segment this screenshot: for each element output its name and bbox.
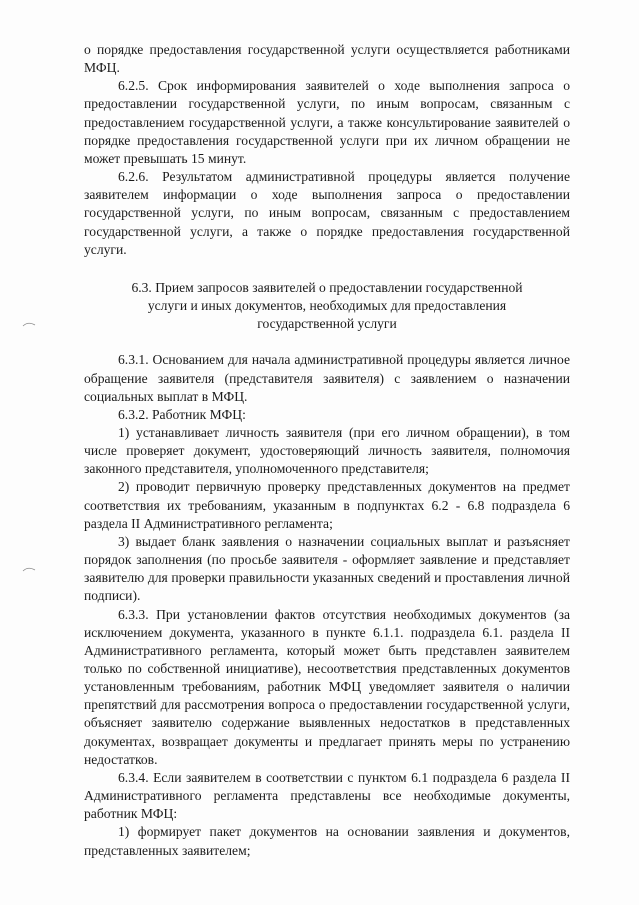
- list-item: 2) проводит первичную проверку представленных документов на предмет соответствия их требованиям, указанным в подпунктах 6.2 - 6.8 подраздела 6 раздела II Административного регламента;: [84, 479, 570, 531]
- list-item: 1) формирует пакет документов на основании заявления и документов, представленных заявителем;: [84, 824, 570, 858]
- list-item: 3) выдает бланк заявления о назначении социальных выплат и разъясняет порядок заполнения (по просьбе заявителя - оформляет заявление и представляет заявителю для проверки правильности указанных сведений и проставления личной подписи).: [84, 533, 570, 604]
- section-heading-line: 6.3. Прием запросов заявителей о предоставлении государственной: [131, 279, 523, 295]
- paragraph: 6.2.5. Срок информирования заявителей о ходе выполнения запроса о предоставлении государственной услуги, по иным вопросам, связанным с предоставлением государственной услуги, а также консультирование заявителей о порядке предоставления государственной услуги при их личном обращении не может превышать 15 минут.: [84, 78, 570, 166]
- document-body: [84, 41, 570, 860]
- paragraph: 6.3.4. Если заявителем в соответствии с пунктом 6.1 подраздела 6 раздела II Административного регламента представлены все необходимые документы, работник МФЦ:: [84, 769, 570, 822]
- spacer: [84, 333, 570, 351]
- paragraph: 6.2.6. Результатом административной процедуры является получение заявителем информации о ходе выполнения запроса о предоставлении государственной услуги, по иным вопросам, связанным с предоставлением государственной услуги, а также о порядке предоставления государственной услуги.: [84, 169, 570, 257]
- spacer: [84, 259, 570, 279]
- scan-artifact-mark: [22, 565, 36, 573]
- section-heading-line: услуги и иных документов, необходимых для предоставления: [147, 298, 507, 314]
- paragraph: 6.3.1. Основанием для начала административной процедуры является личное обращение заявителя (представителя заявителя) с заявлением о назначении социальных выплат в МФЦ.: [84, 352, 570, 404]
- paragraph: о порядке предоставления государственной услуги осуществляется работниками МФЦ.: [84, 42, 570, 76]
- scan-artifact-mark: [22, 320, 36, 328]
- paragraph: 6.3.2. Работник МФЦ:: [118, 406, 246, 422]
- section-heading: [84, 279, 570, 333]
- section-heading-line: государственной услуги: [257, 316, 397, 332]
- paragraph: 6.3.3. При установлении фактов отсутствия необходимых документов (за исключением документа, указанного в пункте 6.1.1. подраздела 6.1. раздела II Административного регламента, который может быть представлен заявителем только по собственной инициативе), несоответствия представленных документов установленным требованиям, работник МФЦ уведомляет заявителя о наличии препятствий для рассмотрения вопроса о предоставлении государственной услуги, объясняет заявителю содержание выявленных недостатков в представленных документах, возвращает документы и предлагает принять меры по устранению недостатков.: [84, 606, 570, 767]
- list-item: 1) устанавливает личность заявителя (при его личном обращении), в том числе проверяет документ, удостоверяющий личность заявителя, полномочия законного представителя, уполномоченного представителя;: [84, 424, 570, 477]
